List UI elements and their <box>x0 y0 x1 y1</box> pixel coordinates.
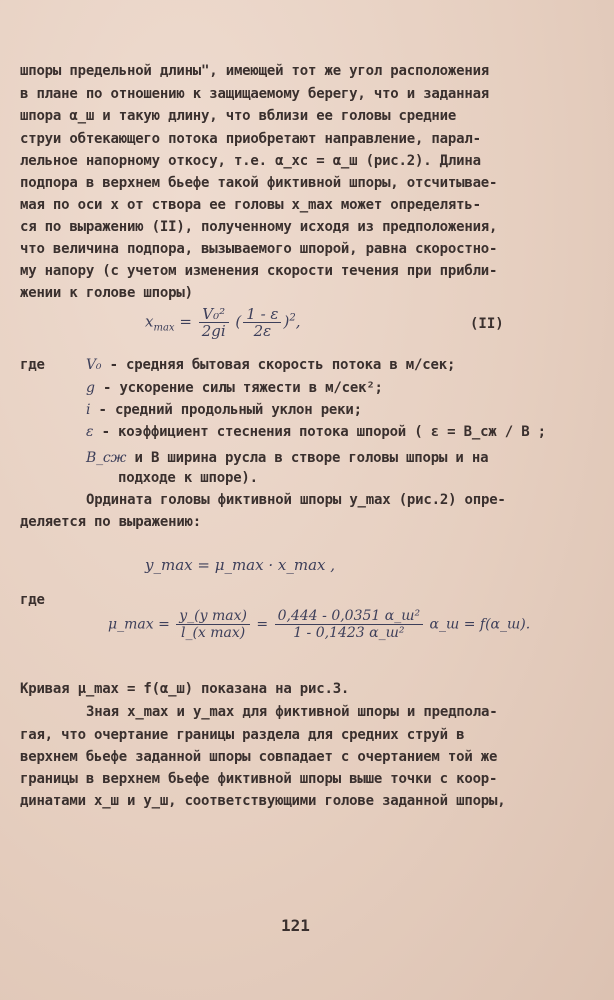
fraction-num: V₀² <box>199 306 229 323</box>
def-line <box>86 379 383 397</box>
fraction <box>176 608 250 641</box>
text-line: шпора α_ш и такую длину, что вблизи ее головы средние <box>20 108 457 124</box>
text-line: ся по выражению (II), полученному исходя из предположения, <box>20 219 498 235</box>
fraction-num: 0,444 - 0,0351 α_ш² <box>275 608 423 625</box>
def-text: - ускорение силы тяжести в м/сек²; <box>103 380 383 396</box>
def-line <box>86 401 362 419</box>
text-line: гая, что очертание границы раздела для средних струй в <box>20 727 465 743</box>
text-line: что величина подпора, вызываемого шпорой, равна скоростно- <box>20 241 498 257</box>
text-line: струи обтекающего потока приобретают направление, парал- <box>20 131 481 147</box>
def-text: - средний продольный уклон реки; <box>98 402 362 418</box>
exponent: 2 <box>289 312 296 324</box>
fraction <box>243 306 281 339</box>
fraction-num: 1 - ε <box>243 306 281 323</box>
def-line <box>86 449 488 467</box>
def-line <box>86 423 546 441</box>
text-line: деляется по выражению: <box>20 514 202 530</box>
where-label: где <box>20 357 45 373</box>
text-line: Кривая μ_max = f(α_ш) показана на рис.3. <box>20 681 350 697</box>
text-line: лельное напорному откосу, т.е. α_хс = α_ш (рис.2). Длина <box>20 153 481 169</box>
text-line: жении к голове шпоры) <box>20 285 193 301</box>
fraction <box>275 608 423 641</box>
def-symbol: B_сж <box>86 450 127 466</box>
formula-lhs-sub: max <box>153 322 175 334</box>
formula-eq: = <box>179 312 192 331</box>
formula-lhs: x <box>145 312 154 331</box>
text-line: подпора в верхнем бьефе такой фиктивной шпоры, отсчитывае- <box>20 175 498 191</box>
def-text: - средняя бытовая скорость потока в м/сек; <box>109 357 456 373</box>
text-line: мая по оси x от створа ее головы x_max может определять- <box>20 197 481 213</box>
fraction-den: 2gi <box>201 322 226 340</box>
fraction <box>199 306 229 339</box>
formula-lhs: μ_max = <box>108 616 170 633</box>
formula-ii: $x_{max}$ = $\frac{\text{V₀²}}{2gi}$ ( $\frac{1 - \varepsilon}{2\varepsilon}$ )$^2$, <box>145 305 301 340</box>
def-text: и B ширина русла в створе головы шпоры и на <box>134 450 489 466</box>
def-symbol: g <box>86 380 95 396</box>
text-line: границы в верхнем бьефе фиктивной шпоры выше точки с коор- <box>20 771 498 787</box>
def-text: подходе к шпоре). <box>118 470 258 486</box>
fraction-den: l_(x max) <box>180 625 246 641</box>
def-symbol: i <box>86 402 91 418</box>
text-line: верхнем бьефе заданной шпоры совпадает с очертанием той же <box>20 749 498 765</box>
equation-number: (II) <box>470 316 504 332</box>
text-line: Ордината головы фиктивной шпоры y_max (рис.2) опре- <box>86 492 506 508</box>
def-symbol: ε <box>86 424 94 440</box>
fraction-num: y_(y max) <box>176 608 250 625</box>
formula-ymax: y_max = μ_max · x_max , <box>145 556 336 574</box>
formula-tail: α_ш = f(α_ш). <box>429 616 531 633</box>
text-line: в плане по отношению к защищаемому берегу, что и заданная <box>20 86 490 102</box>
text-line: шпоры предельной длины", имеющей тот же угол расположения <box>20 63 490 79</box>
def-text: - коэффициент стеснения потока шпорой ( ε = B_сж / B ; <box>101 424 546 440</box>
text-line: динатами x_ш и y_ш, соответствующими голове заданной шпоры, <box>20 793 506 809</box>
formula-mu: μ_max = $\frac{\text{y\_(y max)}}{\text{l\_(x max)}}$ = $\frac{\text{0,444 - 0,0351 α\_ш²}}{\text{1 - 0,1423 α\_ш²}}$ α_ш = f(α_ш). <box>108 608 531 641</box>
where-label: где <box>20 592 45 608</box>
def-line <box>86 356 455 374</box>
fraction-den: 1 - 0,1423 α_ш² <box>293 625 405 641</box>
text-line: му напору (с учетом изменения скорости течения при прибли- <box>20 263 498 279</box>
fraction-den: 2ε <box>253 322 272 340</box>
text-line: Зная x_max и y_max для фиктивной шпоры и предпола- <box>86 704 498 720</box>
def-symbol: V₀ <box>86 357 102 373</box>
def-line <box>118 469 258 487</box>
page-number: 121 <box>281 916 310 935</box>
